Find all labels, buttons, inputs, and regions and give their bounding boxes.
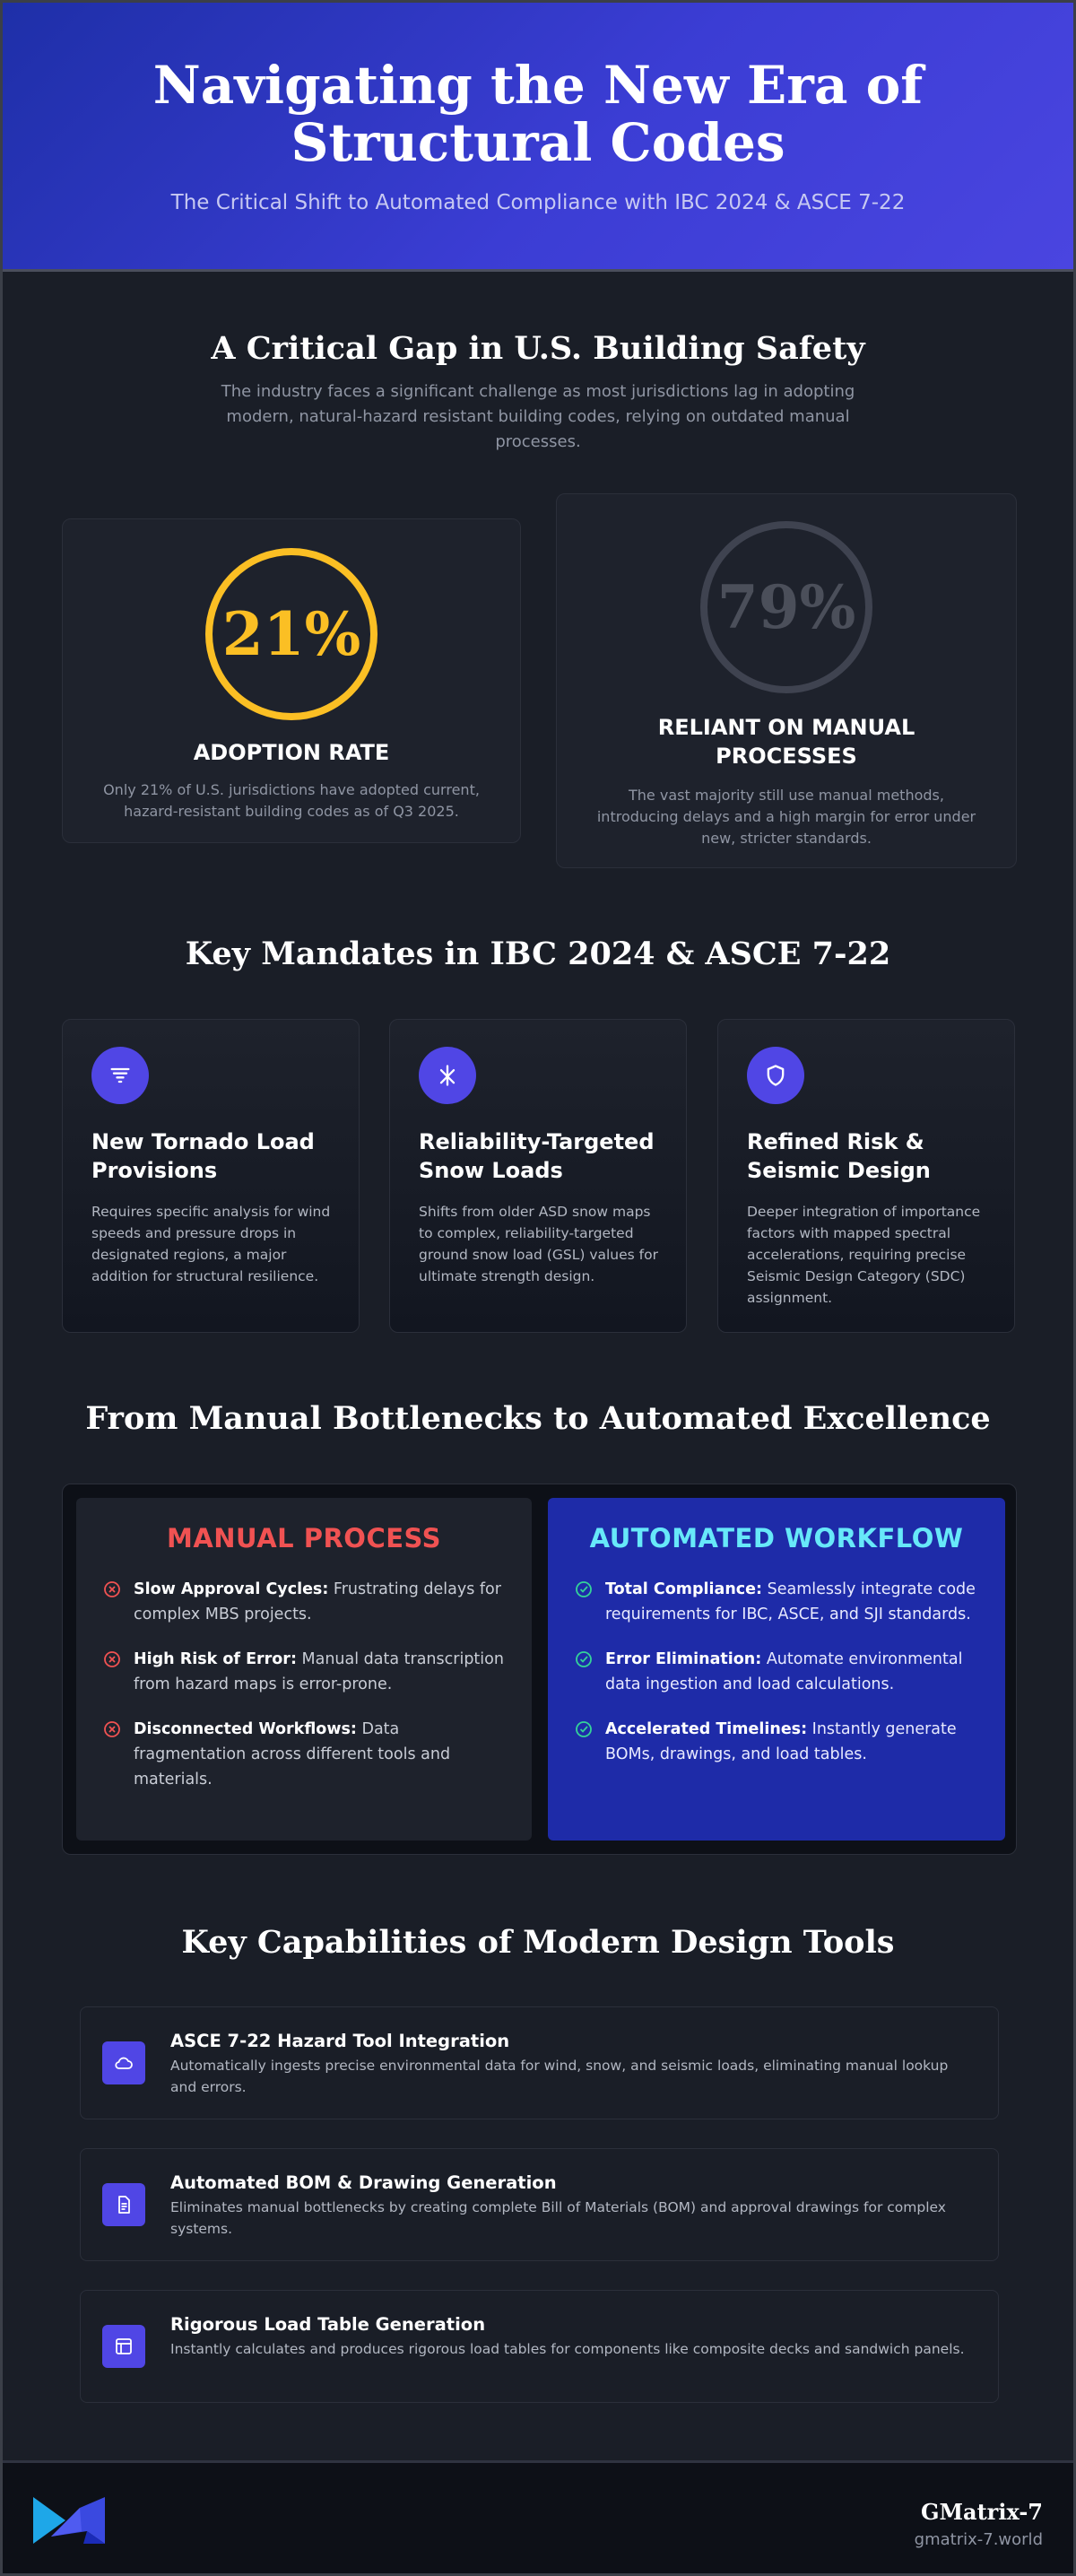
brand-url[interactable]: gmatrix-7.world: [914, 2530, 1043, 2549]
tornado-icon: [91, 1047, 149, 1104]
manual-reliance-description: The vast majority still use manual methods, introducing delays and a high margin for error under new, stricter standards.: [596, 787, 976, 847]
capability-description: Eliminates manual bottlenecks by creating complete Bill of Materials (BOM) and approval drawings for complex systems.: [170, 2199, 946, 2237]
mandates-title: Key Mandates in IBC 2024 & ASCE 7-22: [185, 936, 891, 972]
manual-item-heading: Disconnected Workflows:: [134, 1720, 357, 1738]
shield-icon: [747, 1047, 804, 1104]
manual-process-heading: MANUAL PROCESS: [166, 1523, 442, 1553]
manual-reliance-label: RELIANT ON MANUAL PROCESSES: [657, 715, 915, 769]
adoption-rate-description: Only 21% of U.S. jurisdictions have adopted current, hazard-resistant building codes as of Q3 2025.: [103, 781, 480, 820]
capability-description: Instantly calculates and produces rigorous load tables for components like composite decks and sandwich panels.: [170, 2341, 965, 2357]
snowflake-icon: [419, 1047, 476, 1104]
manual-item: [103, 1647, 505, 1697]
cloud-icon: [102, 2041, 145, 2084]
manual-item-heading: Slow Approval Cycles:: [134, 1580, 329, 1598]
manual-item-text: Frustrating delays for complex MBS projects.: [134, 1580, 501, 1623]
automated-item-heading: Error Elimination:: [605, 1650, 762, 1668]
mandate-title: Reliability-Targeted Snow Loads: [419, 1129, 655, 1183]
safety-gap-section: [3, 330, 1073, 847]
x-circle-icon: [103, 1647, 134, 1697]
manual-item: [103, 1717, 505, 1792]
automated-workflow-column: [548, 1498, 1005, 1841]
manual-item: [103, 1577, 505, 1627]
adoption-rate-value: 21%: [221, 599, 361, 669]
automated-workflow-heading: AUTOMATED WORKFLOW: [589, 1523, 964, 1553]
automated-item: [575, 1647, 978, 1697]
automated-item: [575, 1577, 978, 1627]
mandate-card-tornado: [62, 1019, 360, 1333]
brand-logo: [30, 2490, 105, 2553]
automated-item-heading: Total Compliance:: [605, 1580, 763, 1598]
capability-load-table: [80, 2290, 999, 2403]
capability-title: ASCE 7-22 Hazard Tool Integration: [170, 2031, 510, 2051]
mandate-title: Refined Risk & Seismic Design: [747, 1129, 931, 1183]
check-circle-icon: [575, 1647, 605, 1697]
adoption-rate-card: [62, 518, 521, 843]
x-circle-icon: [103, 1717, 134, 1792]
automated-item-text: Seamlessly integrate code requirements for IBC, ASCE, and SJI standards.: [605, 1580, 976, 1623]
manual-reliance-card: [556, 493, 1017, 868]
footer: [3, 2460, 1073, 2576]
x-circle-icon: [103, 1577, 134, 1627]
adoption-rate-ring: [205, 548, 377, 720]
capability-title: Rigorous Load Table Generation: [170, 2314, 486, 2335]
table-icon: [102, 2325, 145, 2368]
gap-title: A Critical Gap in U.S. Building Safety: [211, 330, 865, 367]
capability-bom-drawing: [80, 2148, 999, 2261]
gap-intro: The industry faces a significant challenge as most jurisdictions lag in adopting modern, natural-hazard resistant building codes, relying on outdated manual processes.: [221, 382, 855, 451]
automated-item-heading: Accelerated Timelines:: [605, 1720, 808, 1738]
manual-reliance-value: 79%: [716, 572, 856, 642]
automated-item-text: Automate environmental data ingestion and load calculations.: [605, 1650, 963, 1693]
manual-process-column: [76, 1498, 532, 1841]
page-subtitle: The Critical Shift to Automated Compliance with IBC 2024 & ASCE 7-22: [170, 191, 906, 214]
manual-reliance-ring: [700, 521, 872, 693]
document-icon: [102, 2183, 145, 2226]
adoption-rate-label: ADOPTION RATE: [193, 740, 390, 765]
capability-description: Automatically ingests precise environmental data for wind, snow, and seismic loads, eliminating manual lookup and errors.: [170, 2058, 949, 2095]
manual-item-text: Data fragmentation across different tools and materials.: [134, 1720, 451, 1788]
capabilities-title: Key Capabilities of Modern Design Tools: [181, 1924, 895, 1961]
page-title: Navigating the New Era of Structural Codes: [152, 55, 924, 173]
mandate-card-snow: [389, 1019, 687, 1333]
check-circle-icon: [575, 1577, 605, 1627]
comparison-panel: [62, 1484, 1017, 1855]
automated-item: [575, 1717, 978, 1767]
capability-hazard-tool: [80, 2006, 999, 2119]
mandate-description: Requires specific analysis for wind speeds and pressure drops in designated regions, a major addition for structural resilience.: [91, 1204, 331, 1284]
hero-banner: [3, 3, 1073, 272]
mandate-card-seismic: [717, 1019, 1015, 1333]
automated-item-text: Instantly generate BOMs, drawings, and load tables.: [605, 1720, 957, 1763]
mandate-title: New Tornado Load Provisions: [91, 1129, 315, 1183]
mandate-description: Shifts from older ASD snow maps to complex, reliability-targeted ground snow load (GSL) values for ultimate strength design.: [419, 1204, 658, 1284]
manual-item-heading: High Risk of Error:: [134, 1650, 297, 1668]
mandate-description: Deeper integration of importance factors with mapped spectral accelerations, requiring precise Seismic Design Category (SDC) assignment.: [747, 1204, 981, 1306]
brand-name: GMatrix-7: [920, 2499, 1043, 2525]
comparison-title: From Manual Bottlenecks to Automated Excellence: [85, 1400, 991, 1437]
manual-item-text: Manual data transcription from hazard maps is error-prone.: [134, 1650, 504, 1693]
capability-title: Automated BOM & Drawing Generation: [170, 2172, 557, 2193]
check-circle-icon: [575, 1717, 605, 1767]
